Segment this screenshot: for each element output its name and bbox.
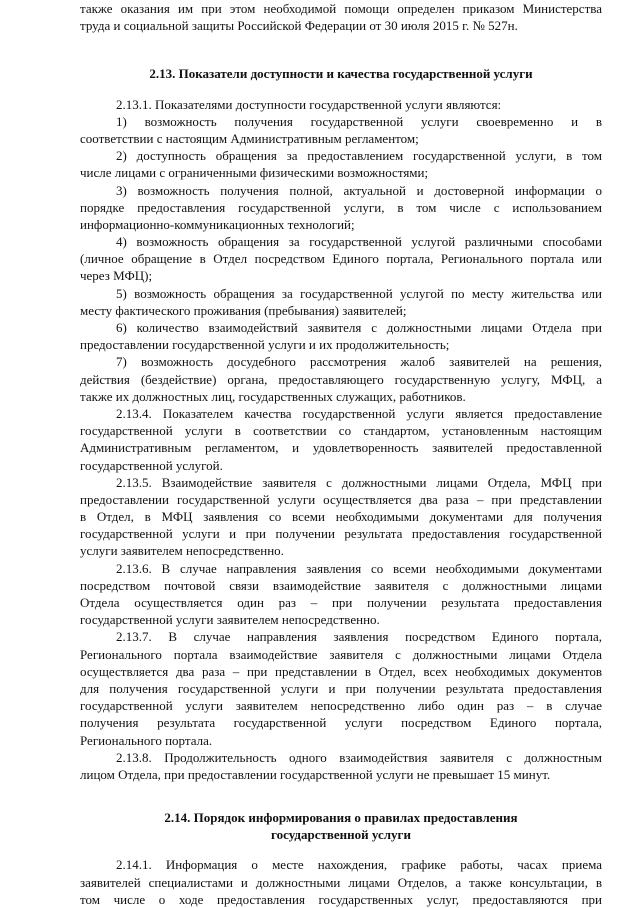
- list-item-7: [80, 353, 602, 405]
- paragraph-2-13-4: [80, 405, 602, 474]
- text-line: услуги заявителем непосредственно.: [80, 543, 284, 559]
- text-line: Регионального портала.: [80, 732, 213, 748]
- text-line: лицом Отдела, при предоставлении государственной услуги не превышает 15 минут.: [80, 766, 551, 782]
- text-line: 2.13.7. В случае направления заявления посредством Единого портала,: [116, 629, 602, 645]
- section-2-13-body: [80, 96, 602, 784]
- text-line: информационно-коммуникационных технологий;: [80, 216, 355, 232]
- text-line: 3) возможность получения полной, актуальной и достоверной информации о: [116, 182, 602, 198]
- text-line: Регионального портала взаимодействие заявителя с должностными лицами Отдела: [80, 646, 602, 662]
- paragraph-2-13-6: [80, 560, 602, 629]
- paragraph-2-13-8: [80, 749, 602, 783]
- text-line: 2.13.5. Взаимодействие заявителя с должностными лицами Отдела, МФЦ при: [116, 474, 602, 490]
- text-line: труда и социальной защиты Российской Федерации от 30 июля 2015 г. № 527н.: [80, 18, 518, 34]
- text-line: 7) возможность досудебного рассмотрения жалоб заявителей на решения,: [116, 354, 602, 370]
- text-line: 2) доступность обращения за предоставлением государственной услуги, в том: [116, 148, 602, 164]
- text-line: 2.13.1. Показателями доступности государственной услуги являются:: [116, 96, 502, 112]
- text-line: государственной услуги в соответствии со стандартом, установленным настоящим: [80, 423, 602, 439]
- text-line: месту фактического проживания (пребывания) заявителей;: [80, 302, 407, 318]
- text-line: государственной услуги заявителем непосредственно либо один раз – в случае: [80, 698, 602, 714]
- text-line: Отдела осуществляется один раз – при получении результата предоставления: [80, 595, 602, 610]
- section-heading-2-13: 2.13. Показатели доступности и качества государственной услуги: [149, 66, 533, 82]
- section-heading-line: государственной услуги: [271, 827, 411, 843]
- text-line: том числе о ходе предоставления государственных услуг, предоставляются при: [80, 891, 602, 907]
- text-line: осуществляется два раза – при представлении в Отдел, всех необходимых документов: [80, 663, 602, 679]
- paragraph-2-13-1: [80, 96, 602, 113]
- text-line: государственной услуги заявителем непосредственно.: [80, 612, 380, 628]
- list-item-5: [80, 285, 602, 319]
- text-line: 4) возможность обращения за государственной услугой различными способами: [116, 234, 602, 250]
- paragraph-2-14-1: [80, 856, 602, 908]
- text-line: (личное обращение в Отдел посредством Единого портала, Регионального портала или: [80, 251, 602, 267]
- section-2-14-body: [80, 856, 602, 908]
- text-line: также оказания им при этом необходимой помощи определен приказом Министерства: [80, 1, 602, 16]
- text-line: 2.13.4. Показателем качества государственной услуги является предоставление: [116, 405, 602, 421]
- text-line: 1) возможность получения государственной услуги своевременно и в: [116, 113, 602, 129]
- list-item-2: [80, 147, 602, 181]
- text-line: 2.13.6. В случае направления заявления со всеми необходимыми документами: [116, 560, 602, 576]
- text-line: порядке предоставления государственной услуги, в том числе с использованием: [80, 199, 602, 215]
- text-line: 5) возможность обращения за государственной услугой по месту жительства или: [116, 285, 602, 301]
- intro-paragraph: [80, 0, 602, 34]
- text-line: действия (бездействие) органа, предоставляющего государственную услугу, МФЦ, а: [80, 371, 602, 387]
- text-line: через МФЦ);: [80, 268, 153, 284]
- text-line: предоставлении государственной услуги и их продолжительность;: [80, 337, 450, 353]
- text-line: 2.14.1. Информация о месте нахождения, графике работы, часах приема: [116, 857, 602, 873]
- document-page: [80, 0, 602, 908]
- text-line: также их должностных лиц, государственных служащих, работников.: [80, 388, 466, 404]
- text-line: Административным регламентом, и удовлетворенность заявителей предоставленной: [80, 440, 602, 456]
- list-item-4: [80, 233, 602, 285]
- text-line: государственной услуги и при получении результата предоставления государственной: [80, 526, 602, 542]
- text-line: в Отдел, в МФЦ заявления со всеми необходимыми документами для получения: [80, 509, 602, 525]
- section-heading-line: 2.14. Порядок информирования о правилах предоставления: [164, 810, 518, 826]
- text-line: получения результата государственной услуги посредством Единого портала,: [80, 715, 602, 731]
- section-heading-2-14: [80, 809, 602, 843]
- text-line: посредством почтовой связи взаимодействие заявителя с должностными лицами: [80, 577, 602, 593]
- text-line: числе лицами с ограниченными физическими возможностями;: [80, 165, 429, 181]
- paragraph-2-13-7: [80, 628, 602, 748]
- text-line: государственной услугой.: [80, 457, 223, 473]
- text-line: предоставлении государственной услуги осуществляется два раза – при представлении: [80, 491, 602, 507]
- list-item-1: [80, 113, 602, 147]
- list-item-6: [80, 319, 602, 353]
- text-line: соответствии с настоящим Административным регламентом;: [80, 130, 419, 146]
- text-line: 2.13.8. Продолжительность одного взаимодействия заявителя с должностным: [116, 749, 602, 765]
- text-line: 6) количество взаимодействий заявителя с должностными лицами Отдела при: [116, 320, 602, 335]
- text-line: для получения государственной услуги и при получении результата предоставления: [80, 680, 602, 696]
- list-item-3: [80, 182, 602, 234]
- paragraph-2-13-5: [80, 474, 602, 560]
- text-line: заявителей специалистами и должностными лицами Отделов, а также консультации, в: [80, 874, 602, 890]
